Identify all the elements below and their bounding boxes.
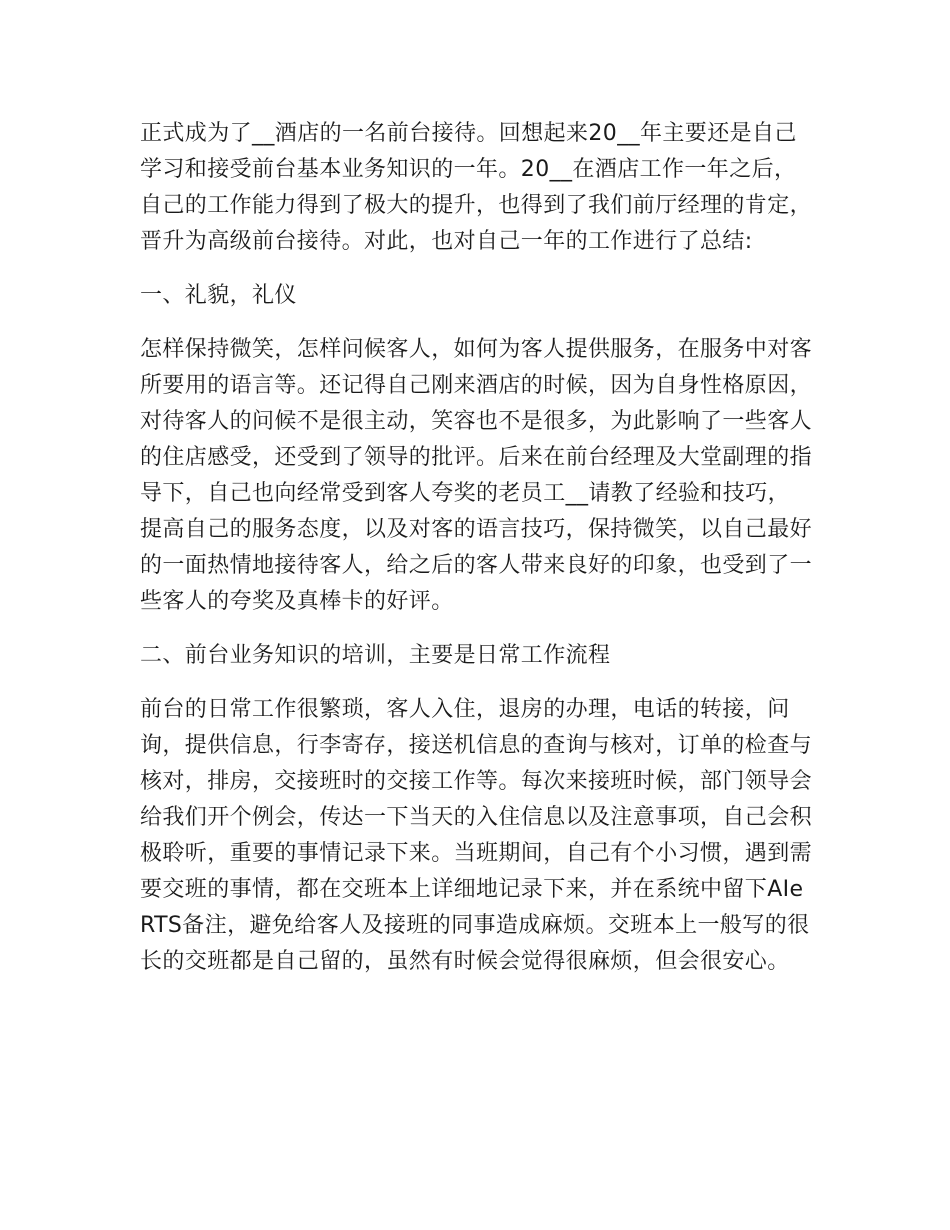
training-paragraph: 前台的日常工作很繁琐，客人入住，退房的办理，电话的转接，问询，提供信息，行李寄存，接送机信息的查询与核对，订单的检查与核对，排房，交接班时的交接工作等。每次来接班时候，部门领导会给我们开个例会，传达一下当天的入住信息以及注意事项，自己会积极聆听，重要的事情记录下来。当班期间，自己有个小习惯，遇到需要交班的事情，都在交班本上详细地记录下来，并在系统中留下AIeRTS备注，避免给客人及接班的同事造成麻烦。交班本上一般写的很长的交班都是自己留的，虽然有时候会觉得很麻烦，但会很安心。: [140, 697, 813, 974]
section-heading-etiquette: 一、礼貌，礼仪: [140, 283, 297, 308]
section-heading-training: 二、前台业务知识的培训，主要是日常工作流程: [140, 643, 611, 668]
document-body: [140, 116, 812, 998]
intro-paragraph: 正式成为了__酒店的一名前台接待。回想起来20__年主要还是自己学习和接受前台基本业务知识的一年。20__在酒店工作一年之后，自己的工作能力得到了极大的提升，也得到了我们前厅经理的肯定，晋升为高级前台接待。对此，也对自己一年的工作进行了总结:: [140, 121, 813, 254]
etiquette-paragraph: 怎样保持微笑，怎样问候客人，如何为客人提供服务，在服务中对客所要用的语言等。还记得自己刚来酒店的时候，因为自身性格原因，对待客人的问候不是很主动，笑容也不是很多，为此影响了一些客人的住店感受，还受到了领导的批评。后来在前台经理及大堂副理的指导下，自己也向经常受到客人夸奖的老员工__请教了经验和技巧，提高自己的服务态度，以及对客的语言技巧，保持微笑，以自己最好的一面热情地接待客人，给之后的客人带来良好的印象，也受到了一些客人的夸奖及真棒卡的好评。: [140, 337, 813, 614]
